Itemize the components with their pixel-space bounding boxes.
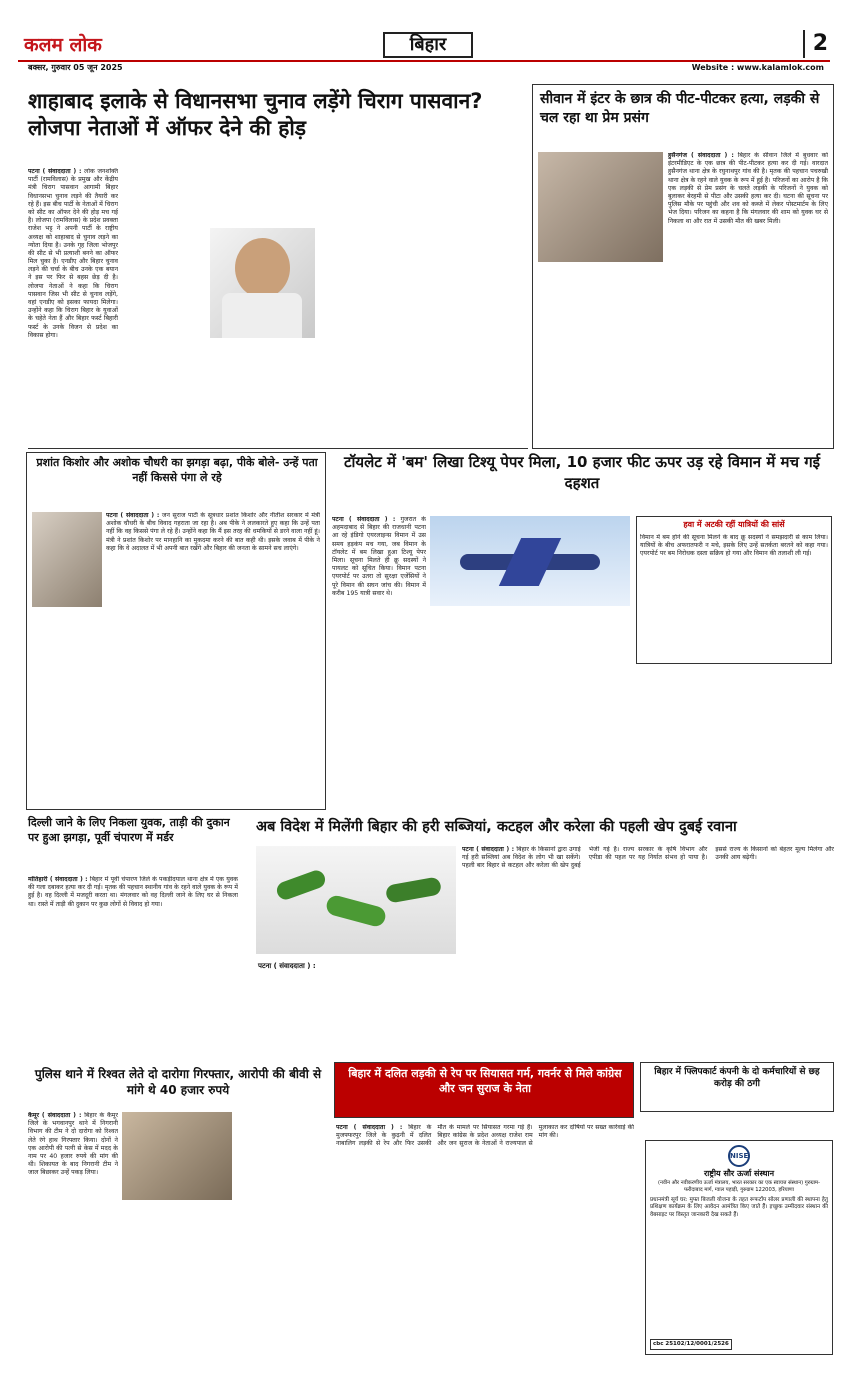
story2-headline: सीवान में इंटर के छात्र की पीट-पीटकर हत्या, लड़की से चल रहा था प्रेम प्रसंग [540,91,820,126]
story7-headline: पुलिस थाने में रिश्वत लेते दो दारोगा गिरफ्तार, आरोपी की बीवी से मांगे थे 40 हजार रुपये [34,1067,322,1098]
story3-body: पटना ( संवाददाता ) : जन सुराज पार्टी के सूत्रधार प्रशांत किशोर और नीतीश सरकार में मंत्री अशोक चौधरी के बीच विवाद गहराता जा रहा है। अब पीके ने ललकारते हुए कहा कि उन्हें पता नहीं कि वह किससे पंगा ले रहे हैं। उन्होंने कहा कि मैं इस तरह की धमकियों से डरने वाला नहीं हूं। मंत्री ने प्रशांत किशोर पर मानहानि का मुकदमा करने की बात कही थी। इसके जवाब में पीके ने कहा कि वे अदालत में भी अपनी बात रखेंगे और बिहार की जनता के सामने सच लाएंगे। [106,512,320,552]
story5-body: मोतिहारी ( संवाददाता ) : बिहार में पूर्वी चंपारण जिले के पकड़ीदयाल थाना क्षेत्र में एक युवक की गला दबाकर हत्या कर दी गई। मृतक की पहचान स्थानीय गांव के रहने वाले युवक के रूप में हुई है। वह दिल्ली में मजदूरी करता था। मंगलवार को वह दिल्ली जाने के लिए घर से निकला था। रास्ते में ताड़ी की दुकान पर कुछ लोगों से विवाद हो गया। [28,876,238,908]
story1-body-col1 [28,168,118,348]
story4-subhead: हवा में अटकी रहीं यात्रियों की सांसें [637,517,831,533]
divider [28,448,528,449]
nise-advertisement [645,1140,833,1355]
story8-dateline: पटना ( संवाददाता ) : [336,1124,403,1131]
page-number: 2 [803,30,828,58]
story9-headline: बिहार में फ्लिपकार्ट कंपनी के दो कर्मचारियों से छह करोड़ की ठगी [654,1067,820,1090]
story7-dateline: कैमूर ( संवाददाता ) : [28,1112,82,1119]
story2-photo [538,152,663,262]
ad-footer: cbc 25102/12/0001/2526 [650,1339,732,1350]
story1-headline: शाहाबाद इलाके से विधानसभा चुनाव लड़ेंगे चिराग पासवान? लोजपा नेताओं में ऑफर देने की होड़ [28,89,483,141]
story5-headline: दिल्ली जाने के लिए निकला युवक, ताड़ी की दुकान पर हुआ झगड़ा, पूर्वी चंपारण में मर्डर [28,816,230,844]
story2-dateline: हुसैनगंज ( संवाददाता ) : [668,152,734,159]
vegetable-photo [256,846,456,954]
story8-headline: बिहार में दलित लड़की से रेप पर सियासत गर्म, गवर्नर से मिले कांग्रेस और जन सुराज के नेता [348,1067,622,1096]
chirag-photo [210,228,315,338]
section-label: बिहार [383,32,473,58]
story5-dateline: मोतिहारी ( संवाददाता ) : [28,876,88,883]
story7-body: कैमूर ( संवाददाता ) : बिहार के कैमूर जिले के भगवानपुर थाने में निगरानी विभाग की टीम ने दो दारोगा को रिश्वत लेते रंगे हाथ गिरफ्तार किया। दोनों ने एक आरोपी की पत्नी से केस में मदद के नाम पर 40 हजार रुपये की मांग की थी। शिकायत के बाद निगरानी टीम ने जाल बिछाकर उन्हें पकड़ लिया। [28,1112,118,1177]
story6-dateline: पटना ( संवाददाता ) : [462,846,515,853]
nise-logo-icon: NISE [728,1145,750,1167]
ad-subtitle: (नवीन और नवीकरणीय ऊर्जा मंत्रालय, भारत सरकार का एक स्वायत्त संस्थान) गुरुग्राम-फरीदाबाद मार्ग, ग्वाल पहाड़ी, गुरुग्राम 122003, हरियाणा [657,1179,821,1193]
masthead [18,28,830,62]
ad-title: राष्ट्रीय सौर ऊर्जा संस्थान [703,1169,775,1178]
plane-photo [430,516,630,606]
ad-body: प्रधानमंत्री सूर्य घर: मुफ्त बिजली योजना के तहत रूफटॉप सोलर प्रणाली की स्थापना हेतु प्रशिक्षण कार्यक्रम के लिए आवेदन आमंत्रित किए जाते हैं। इच्छुक उम्मीदवार संस्थान की वेबसाइट पर विस्तृत जानकारी देख सकते हैं। [650,1196,828,1218]
story6-headline: अब विदेश में मिलेंगी बिहार की हरी सब्जियां, कटहल और करेला की पहली खेप दुबई रवाना [256,819,737,835]
story3-headline: प्रशांत किशोर और अशोक चौधरी का झगड़ा बढ़ा, पीके बोले- उन्हें पता नहीं किससे पंगा ले रहे [36,456,318,484]
story4-body: पटना ( संवाददाता ) : गुजरात के अहमदाबाद से बिहार की राजधानी पटना आ रहे इंडिगो एयरलाइन्स विमान में उस समय हड़कंप मच गया, जब विमान के टॉयलेट में बम लिखा हुआ टिश्यू पेपर मिला। सूचना मिलते ही क्रू सदस्यों ने पायलट को सूचित किया। विमान पटना एयरपोर्ट पर उतरा तो सुरक्षा एजेंसियों ने पूरे विमान की सघन जांच की। विमान में करीब 195 यात्री सवार थे। [332,516,426,597]
veg-caption: पटना ( संवाददाता ) : [258,962,316,970]
story6-body: पटना ( संवाददाता ) : बिहार के किसानों द्वारा उगाई गई हरी सब्जियां अब विदेश के लोग भी खा सकेंगे। पहली बार बिहार से कटहल और करेला की खेप दुबई भेजी गई है। राज्य सरकार के कृषि विभाग और एपीडा की पहल पर यह निर्यात संभव हो पाया है। इससे राज्य के किसानों को बेहतर मूल्य मिलेगा और उनकी आय बढ़ेगी। [462,846,834,870]
story4-dateline: पटना ( संवाददाता ) : [332,516,396,523]
story4-sidebody: विमान में बम होने की सूचना मिलने के बाद क्रू सदस्यों ने समझदारी से काम लिया। यात्रियों के बीच अफरातफरी न मचे, इसके लिए उन्हें सतर्कता बरतने को कहा गया। एयरपोर्ट पर बम निरोधक दस्ता सक्रिय हो गया और विमान की तलाशी ली गई। [640,534,828,558]
website-link[interactable]: Website : www.kalamlok.com [691,63,824,72]
story3-photo [32,512,102,607]
story7-photo [122,1112,232,1200]
story3-dateline: पटना ( संवाददाता ) : [106,512,160,519]
story1-dateline: पटना ( संवाददाता ) : [28,168,82,175]
story1-body: लोक जनशक्ति पार्टी (रामविलास) के प्रमुख और केंद्रीय मंत्री चिराग पासवान आगामी बिहार विधानसभा चुनाव लड़ने की तैयारी कर रहे हैं। इस बीच पार्टी के नेताओं में चिराग को सीट का ऑफर देने की होड़ मच गई है। लोजपा (रामविलास) के प्रदेश प्रवक्ता राजेश भट्ट ने अपनी पार्टी के राष्ट्रीय अध्यक्ष को शाहाबाद से चुनाव लड़ने का न्योता दिया है। उनके गृह जिला भोजपुर की सीट से भी प्रत्याशी बनने का ऑफर मिल चुका है। एनडीए और बिहार चुनाव लड़ने की चर्चा के बीच उनके एक बयान ने इस पर फिर से बहस छेड़ दी है। लोजपा नेताओं ने कहा कि चिराग पासवान जिस भी सीट से चुनाव लड़ेंगे, वहां एनडीए को इसका फायदा मिलेगा। उन्होंने कहा कि चिराग बिहार के युवाओं के चहेते नेता हैं और बिहार फर्स्ट बिहारी फर्स्ट के उनके विजन से प्रदेश का विकास होगा। [28,168,118,339]
story2-body: हुसैनगंज ( संवाददाता ) : बिहार के सीवान जिले में बुधवार को इंटरमीडिएट के एक छात्र की पीट-पीटकर हत्या कर दी गई। वारदात हुसैनगंज थाना क्षेत्र के रघुनाथपुर गांव की है। मृतक की पहचान पचरुखी थाना क्षेत्र के रहने वाले युवक के रूप में हुई है। परिजनों का आरोप है कि एक लड़की से प्रेम प्रसंग के चलते लड़की के परिजनों ने युवक को बुलाकर बेरहमी से पीटा और उसकी हत्या कर दी। घटना की सूचना पर पुलिस मौके पर पहुंची और शव को कब्जे में लेकर पोस्टमार्टम के लिए भेज दिया। परिजन का कहना है कि मंगलवार की शाम को युवक घर से निकला था और रात में उसकी मौत की खबर मिली। [668,152,828,225]
story8-body: पटना ( संवाददाता ) : बिहार के मुजफ्फरपुर जिले के कुढ़नी में दलित नाबालिग लड़की से रेप और फिर उसकी मौत के मामले पर सियासत गरमा गई है। बिहार कांग्रेस के प्रदेश अध्यक्ष राजेश राम और जन सुराज के नेताओं ने राज्यपाल से मुलाकात कर दोषियों पर सख्त कार्रवाई की मांग की। [336,1124,634,1148]
newspaper-logo: कलम लोक [24,34,102,56]
issue-dateline: बक्सर, गुरुवार 05 जून 2025 [28,63,123,72]
story4-headline: टॉयलेट में 'बम' लिखा टिश्यू पेपर मिला, 10 हजार फीट ऊपर उड़ रहे विमान में मच गई दहशत [343,453,821,492]
